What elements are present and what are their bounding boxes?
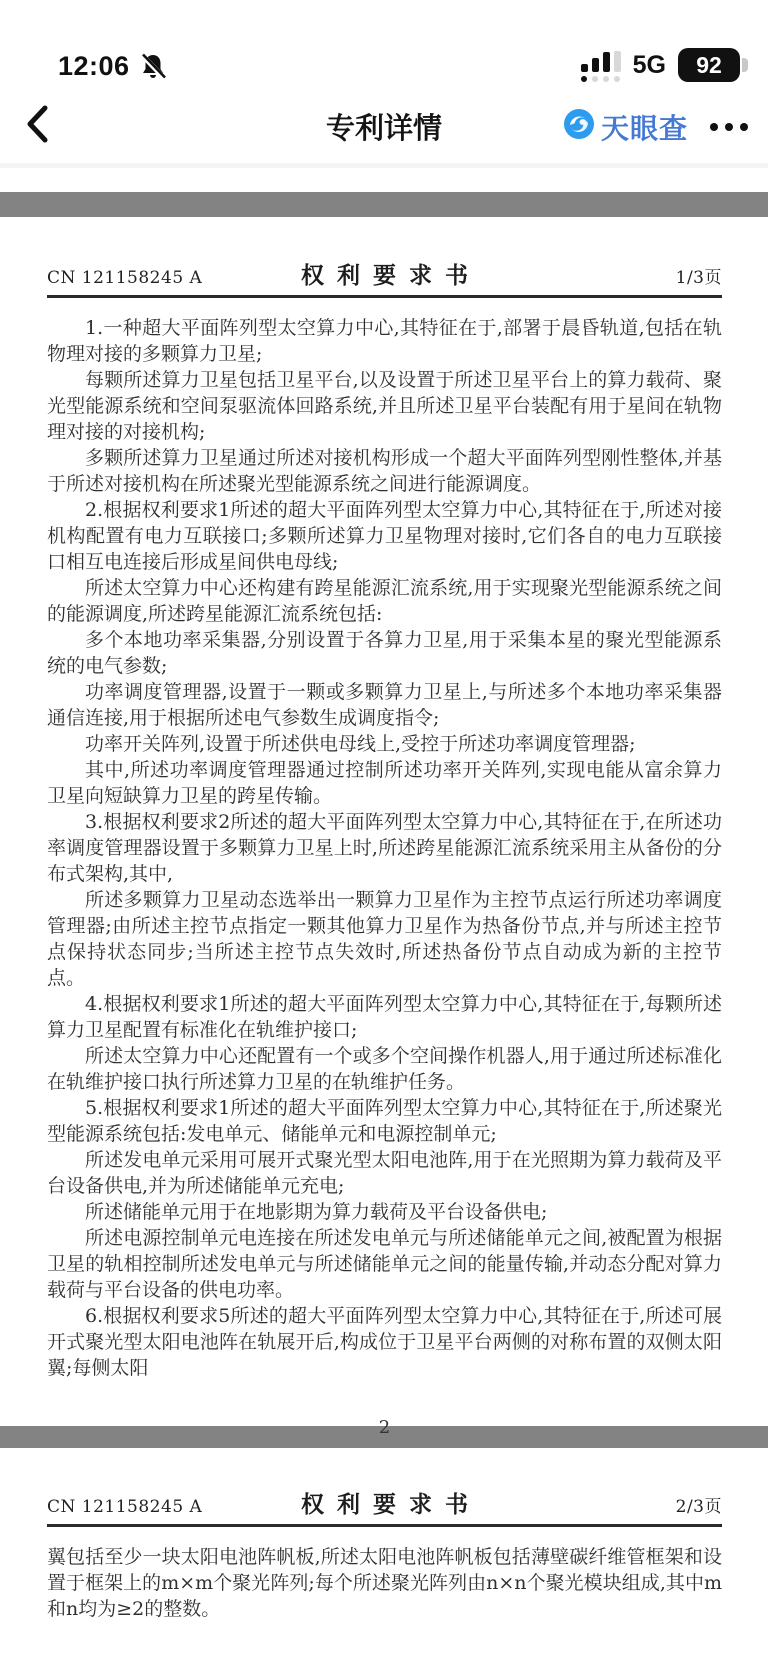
tianyancha-brand [563,107,688,147]
viewer-margin [0,168,768,192]
clock: 12:06 [58,51,130,81]
battery-icon [678,48,748,82]
patent-number: CN 121158245 A [47,1497,203,1517]
claims-paragraph: 所述太空算力中心还配置有一个或多个空间操作机器人,用于通过所述标准化在轨维护接口执行所述算力卫星的在轨维护任务。 [47,1045,722,1093]
claims-paragraph: 5.根据权利要求1所述的超大平面阵列型太空算力中心,其特征在于,所述聚光型能源系统包括:发电单元、储能单元和电源控制单元; [47,1097,722,1145]
claims-paragraph: 2.根据权利要求1所述的超大平面阵列型太空算力中心,其特征在于,所述对接机构配置有电力互联接口;多颗所述算力卫星物理对接时,它们各自的电力互联接口相互电连接后形成星间供电母线; [47,499,722,573]
claims-paragraph: 多颗所述算力卫星通过所述对接机构形成一个超大平面阵列型刚性整体,并基于所述对接机构在所述聚光型能源系统之间进行能源调度。 [47,447,722,495]
claims-paragraph: 所述储能单元用于在地影期为算力载荷及平台设备供电; [85,1201,548,1223]
doc-page-label: 2/3页 [675,1497,722,1517]
more-menu-button[interactable] [708,117,750,137]
battery-tip [742,58,748,72]
page-title: 专利详情 [325,113,442,145]
claims-paragraph: 4.根据权利要求1所述的超大平面阵列型太空算力中心,其特征在于,每颗所述算力卫星配置有标准化在轨维护接口; [47,993,722,1041]
claims-paragraph: 其中,所述功率调度管理器通过控制所述功率开关阵列,实现电能从富余算力卫星向短缺算力卫星的跨星传输。 [47,759,722,807]
back-button[interactable] [24,105,64,149]
bell-slash-icon [138,52,168,82]
claims-paragraph: 翼包括至少一块太阳电池阵帆板,所述太阳电池阵帆板包括薄壁碳纤维管框架和设置于框架上的m×m个聚光阵列;每个所述聚光阵列由n×n个聚光模块组成,其中m和n均为≥2的整数。 [47,1546,722,1620]
claims-paragraph: 多个本地功率采集器,分别设置于各算力卫星,用于采集本星的聚光型能源系统的电气参数; [47,629,722,677]
claims-paragraph: 所述太空算力中心还构建有跨星能源汇流系统,用于实现聚光型能源系统之间的能源调度,所述跨星能源汇流系统包括: [47,577,722,625]
brand-name: 天眼查 [600,112,688,144]
chevron-left-icon [24,104,50,149]
doc-page-header [47,1492,722,1527]
claims-paragraph: 功率开关阵列,设置于所述供电母线上,受控于所述功率调度管理器; [85,733,636,755]
claims-paragraph: 6.根据权利要求5所述的超大平面阵列型太空算力中心,其特征在于,所述可展开式聚光型太阳电池阵在轨展开后,构成位于卫星平台两侧的对称布置的双侧太阳翼;每侧太阳 [47,1305,722,1379]
dual-sim-signal-icon [581,48,621,82]
pdf-page-2 [0,1448,768,1670]
doc-page-label: 1/3页 [675,268,722,288]
claims-paragraph: 所述发电单元采用可展开式聚光型太阳电池阵,用于在光照期为算力载荷及平台设备供电,并为所述储能单元充电; [47,1149,722,1197]
doc-title: 权利要求书 [301,262,481,289]
claims-paragraph: 1.一种超大平面阵列型太空算力中心,其特征在于,部署于晨昏轨道,包括在轨物理对接的多颗算力卫星; [47,317,722,365]
doc-title: 权利要求书 [301,1491,481,1518]
page-separator [0,192,768,217]
battery-percent: 92 [678,48,740,82]
claims-text [47,1544,722,1622]
patent-number: CN 121158245 A [47,268,203,288]
pdf-viewer[interactable] [0,168,768,1670]
claims-text [47,315,722,1381]
tianyancha-logo-icon [563,108,595,145]
claims-paragraph: 所述多颗算力卫星动态选举出一颗算力卫星作为主控节点运行所述功率调度管理器;由所述主控节点指定一颗其他算力卫星作为热备份节点,并与所述主控节点保持状态同步;当所述主控节点失效时,所述热备份节点自动成为新的主控节点。 [47,889,722,989]
pdf-page-1 [0,217,768,1438]
doc-page-header [47,263,722,298]
claims-paragraph: 每颗所述算力卫星包括卫星平台,以及设置于所述卫星平台上的算力载荷、聚光型能源系统和空间泵驱流体回路系统,并且所述卫星平台装配有用于星间在轨物理对接的对接机构; [47,369,722,443]
doc-footer-page-number: 2 [378,1417,391,1438]
status-bar [0,0,768,90]
nav-bar [0,90,768,168]
claims-paragraph: 功率调度管理器,设置于一颗或多颗算力卫星上,与所述多个本地功率采集器通信连接,用于根据所述电气参数生成调度指令; [47,681,722,729]
network-type-label: 5G [632,50,666,79]
claims-paragraph: 所述电源控制单元电连接在所述发电单元与所述储能单元之间,被配置为根据卫星的轨相控制所述发电单元与所述储能单元之间的能量传输,并动态分配对算力载荷与平台设备的供电功率。 [47,1227,722,1301]
claims-paragraph: 3.根据权利要求2所述的超大平面阵列型太空算力中心,其特征在于,在所述功率调度管理器设置于多颗算力卫星上时,所述跨星能源汇流系统采用主从备份的分布式架构,其中, [47,811,722,885]
